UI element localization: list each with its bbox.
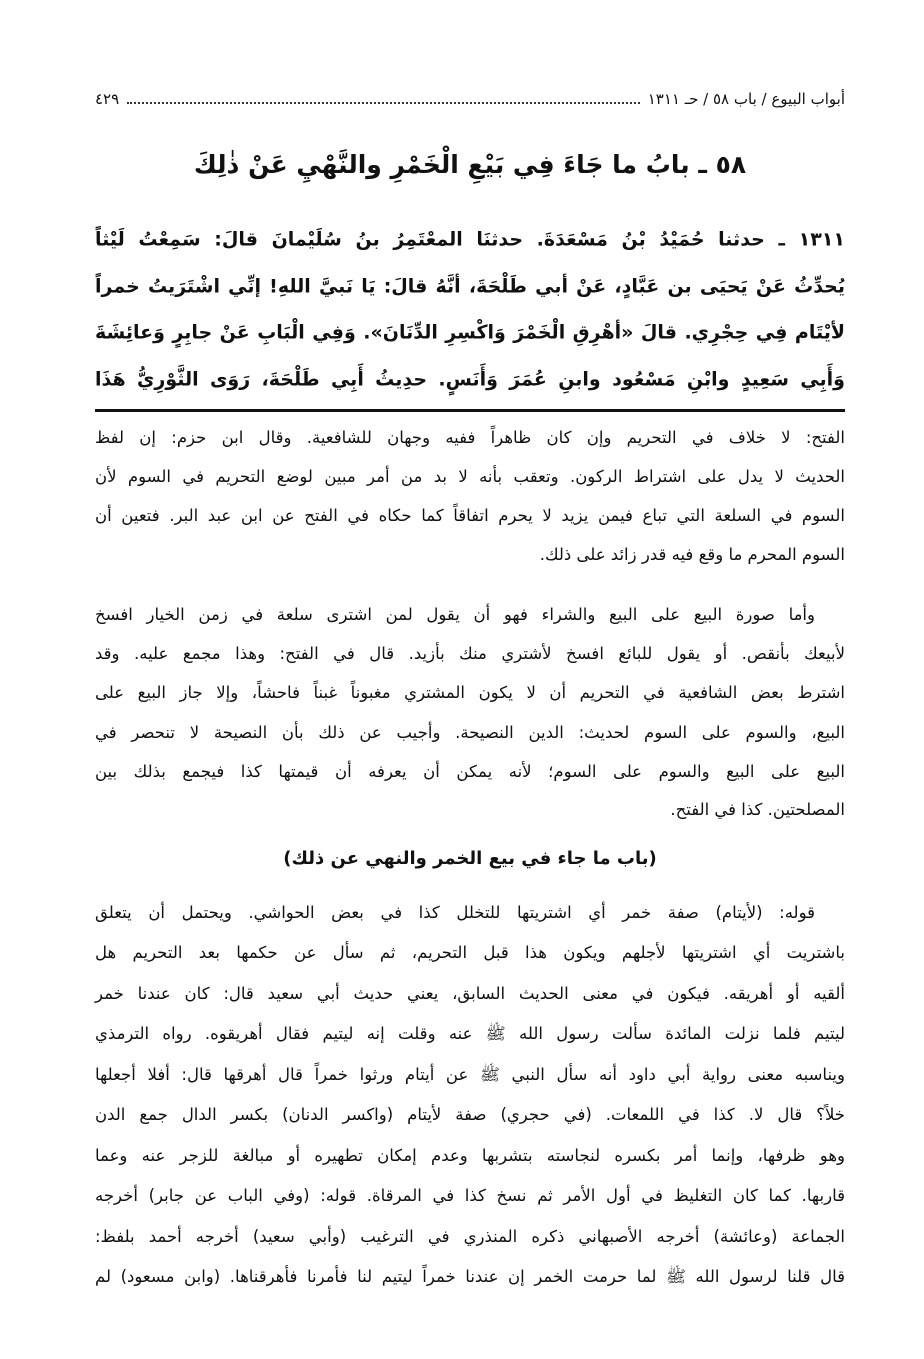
commentary-line: البيع على البيع والسوم على السوم؛ لأنه يمكن أن يعرفه أن قيمتها كذا فيجمع بذلك بين xyxy=(95,761,845,781)
commentary-line: خلاً؟ قال لا. كذا في اللمعات. (في حجري) صفة لأيتام (واكسر الدنان) بكسر الدال جمع الدن xyxy=(95,1104,845,1124)
commentary-subheading: (باب ما جاء في بيع الخمر والنهي عن ذلك) xyxy=(283,848,657,869)
commentary-line: الجماعة (وعائشة) أخرجه الأصبهاني ذكره المنذري في الترغيب (وأبي سعيد) أخرجه أحمد بلفظ: xyxy=(95,1226,845,1246)
hadith-line: ١٣١١ ـ حدثنا حُمَيْدُ بْنُ مَسْعَدَةَ. حدثنَا المعْتَمِرُ بنُ سُلَيْمانَ قالَ: سَمِعْتُ لَيْثاً xyxy=(95,228,845,251)
commentary-line: السوم المحرم ما وقع فيه قدر زائد على ذلك. xyxy=(539,544,845,564)
commentary-line: ليتيم فلما نزلت المائدة سألت رسول الله ﷺ عنه وقلت إنه ليتيم فقال أهريقوه. رواه الترمذي xyxy=(95,1023,845,1043)
chapter-title: ٥٨ ـ بابُ ما جَاءَ فِي بَيْعِ الْخَمْرِ والنَّهْيِ عَنْ ذٰلِكَ xyxy=(193,150,747,179)
hadith-line: وَأَبِي سَعِيدٍ وابْنِ مَسْعُود وابنِ عُمَرَ وَأَنَسٍ. حدِيثُ أَبِي طَلْحَةَ، رَوَى الثَّوْرِيُّ هَذَا xyxy=(95,368,845,391)
commentary-line: وأما صورة البيع على البيع والشراء فهو أن يقول لمن اشترى سلعة في زمن الخيار افسخ xyxy=(95,604,815,624)
commentary-line: الفتح: لا خلاف في التحريم وإن كان ظاهراً ففيه وجهان للشافعية. وقال ابن حزم: إن لفظ xyxy=(95,427,845,447)
commentary-line: البيع، والسوم على السوم لحديث: الدين النصيحة. وأجيب عن ذلك بأن النصيحة لا تنحصر في xyxy=(95,722,845,742)
running-title: أبواب البيوع / باب ٥٨ / حـ ١٣١١ xyxy=(647,90,845,108)
commentary-line: السوم في السلعة التي تباع فيمن يزيد لا يحرم اتفاقاً كما حكاه في الفتح عن ابن عبد البر. فتعين أن xyxy=(95,505,845,525)
commentary-line: قال قلنا لرسول الله ﷺ لما حرمت الخمر إن عندنا خمراً ليتيم لنا فأمرنا فأهرقناها. (وابن مسعود) لم xyxy=(95,1266,845,1286)
commentary-line: باشتريت أي اشتريتها لأجلهم ويكون هذا قبل التحريم، ثم سأل عن حكمها بعد التحريم هل xyxy=(95,942,845,962)
commentary-line: اشترط بعض الشافعية في التحريم أن لا يكون المشتري مغبوناً غبناً فاحشاً، وإلا جاز البيع على xyxy=(95,682,845,702)
commentary-line: ألقيه أو أهريقه. فيكون في معنى الحديث السابق، يعني حديث أبي سعيد قال: كان عندنا خمر xyxy=(95,983,845,1003)
commentary-line: وهو ظرفها، وإنما أمر بكسره لنجاسته بتشربها وعدم إمكان تطهيره أو مبالغة للزجر عنه وعما xyxy=(95,1145,845,1165)
footnote-divider xyxy=(95,409,845,412)
hadith-line: يُحدِّثُ عَنْ يَحيَى بن عَبَّادٍ، عَنْ أبي طَلْحَةَ، أنَّهُ قالَ: يَا نَبيَّ اللهِ! إنِّي اشْتَرَيتُ خمراً xyxy=(95,275,845,298)
leader-dots xyxy=(127,94,640,104)
commentary-line: قوله: (لأيتام) صفة خمر أي اشتريتها للتخلل كذا في بعض الحواشي. ويحتمل أن يتعلق xyxy=(95,902,815,922)
page-number: ٤٢٩ xyxy=(95,90,120,108)
hadith-line: لأيْتَام فِي حِجْرِي. قالَ «أهْرِقِ الْخَمْرَ وَاكْسِرِ الدِّنَانَ». وَفِي الْبَابِ عَنْ جابِرٍ وَعائِشَةَ xyxy=(95,321,845,344)
commentary-line: المصلحتين. كذا في الفتح. xyxy=(670,799,845,819)
commentary-line: قاربها. كما كان التغليظ في أول الأمر ثم نسخ كذا في المرقاة. قوله: (وفي الباب عن جابر) أخرجه xyxy=(95,1185,845,1205)
commentary-line: ويناسبه معنى رواية أبي داود أنه سأل النبي ﷺ عن أيتام ورثوا خمراً قال أهرقها قال: أفلا أجعلها xyxy=(95,1064,845,1084)
commentary-line: الحديث لا يدل على اشتراط الركون. وتعقب بأنه لا بد من أمر مبين لوضع التحريم في السوم لأن xyxy=(95,466,845,486)
commentary-line: لأبيعك بأنقص. أو يقول للبائع افسخ لأشتري منك بأزيد. قال في الفتح: وهذا مجمع عليه. وقد xyxy=(95,643,845,663)
running-header xyxy=(95,90,845,108)
